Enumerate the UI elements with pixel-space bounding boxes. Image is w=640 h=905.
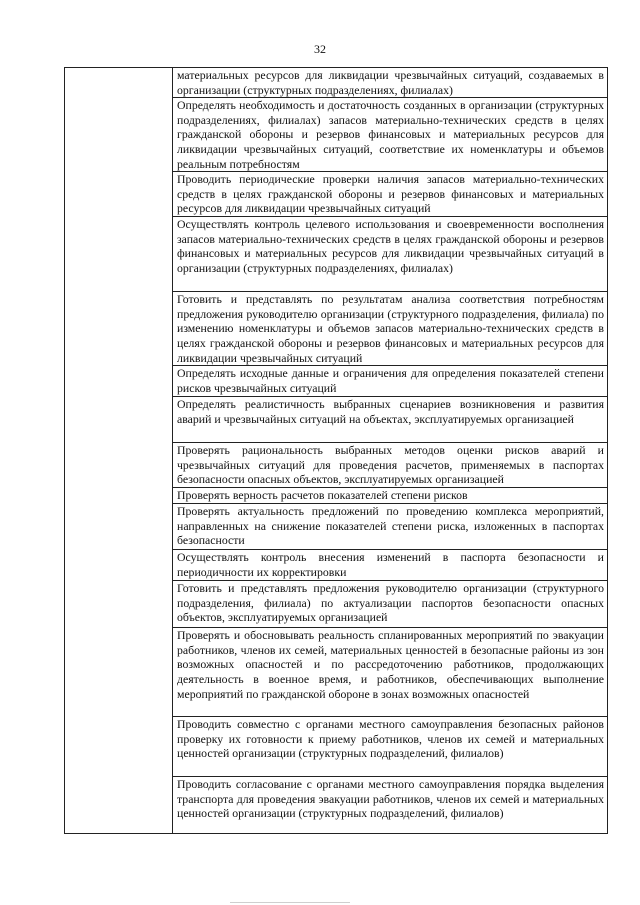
cell-text: Определять необходимость и достаточность созданных в организации (структурных подразделениях, филиалах) запасов материально-технических средств в целях гражданской обороны и резервов финансовых и материальных ресурсов для ликвидации чрезвычайных ситуаций, соответствие их номенклатуры и объемов реальным потребностям (177, 98, 604, 171)
cell-text: Проверять верность расчетов показателей степени рисков (177, 488, 468, 503)
cell-text: Проверять рациональность выбранных методов оценки рисков аварий и чрезвычайных ситуаций для проведения расчетов, применяемых в паспортах безопасности опасных объектов, эксплуатируемых организацией (177, 443, 604, 487)
cell-text: Готовить и представлять предложения руководителю организации (структурного подразделения, филиала) по актуализации паспортов безопасности опасных объектов, эксплуатируемых организацией (177, 581, 604, 625)
cell-text: Проверять актуальность предложений по проведению комплекса мероприятий, направленных на снижение показателей степени риска, изложенных в паспортах безопасности (177, 504, 604, 548)
table-cell (173, 581, 608, 628)
table-cell (173, 98, 608, 172)
table-cell (173, 397, 608, 443)
table-cell (173, 777, 608, 834)
cell-text: Определять исходные данные и ограничения для определения показателей степени рисков чрезвычайных ситуаций (177, 366, 604, 395)
scan-artifact-line (230, 902, 350, 903)
left-empty-cell (65, 68, 173, 834)
cell-text: Осуществлять контроль целевого использования и своевременности восполнения запасов материально-технических средств в целях гражданской обороны и резервов финансовых и материальных ресурсов для ликвидации чрезвычайных ситуаций в организации (структурных подразделениях, филиалах) (177, 217, 604, 275)
cell-text: Проводить совместно с органами местного самоуправления безопасных районов проверку их готовности к приему работников, членов их семей и материальных ценностей организации (структурных подразделений, филиалов) (177, 717, 604, 761)
table-row (65, 68, 608, 98)
table-cell (173, 217, 608, 292)
requirements-table (64, 67, 608, 834)
table-cell (173, 366, 608, 397)
page-number: 32 (314, 42, 326, 56)
table-cell (173, 443, 608, 488)
table-cell (173, 717, 608, 777)
cell-text: Готовить и представлять по результатам анализа соответствия потребностям предложения руководителю организации (структурного подразделения, филиала) по изменению номенклатуры и объемов запасов материально-технических средств в целях гражданской обороны и резервов финансовых и материальных ресурсов для ликвидации чрезвычайных ситуаций (177, 292, 604, 365)
table-cell (173, 628, 608, 717)
cell-text: Осуществлять контроль внесения изменений в паспорта безопасности и периодичности их корректировки (177, 550, 604, 579)
table-cell (173, 292, 608, 366)
table-cell (173, 550, 608, 581)
cell-text: материальных ресурсов для ликвидации чрезвычайных ситуаций, создаваемых в организации (структурных подразделениях, филиалах) (177, 68, 604, 97)
table-cell (173, 488, 608, 504)
table-cell (173, 504, 608, 550)
cell-text: Проводить согласование с органами местного самоуправления порядка выделения транспорта для проведения эвакуации работников, членов их семей и материальных ценностей организации (структурных подразделений, филиалов) (177, 777, 604, 821)
cell-text: Определять реалистичность выбранных сценариев возникновения и развития аварий и чрезвычайных ситуаций на объектах, эксплуатируемых организацией (177, 397, 604, 426)
cell-text: Проверять и обосновывать реальность спланированных мероприятий по эвакуации работников, членов их семей, материальных ценностей в безопасные районы из зон возможных опасностей и по рассредоточению работников, продолжающих деятельность в военное время, и работников, обеспечивающих выполнение мероприятий по гражданской обороне в зонах возможных опасностей (177, 628, 604, 701)
table-cell (173, 172, 608, 217)
cell-text: Проводить периодические проверки наличия запасов материально-технических средств в целях гражданской обороны и резервов финансовых и материальных ресурсов для ликвидации чрезвычайных ситуаций (177, 172, 604, 216)
table-cell (173, 68, 608, 98)
